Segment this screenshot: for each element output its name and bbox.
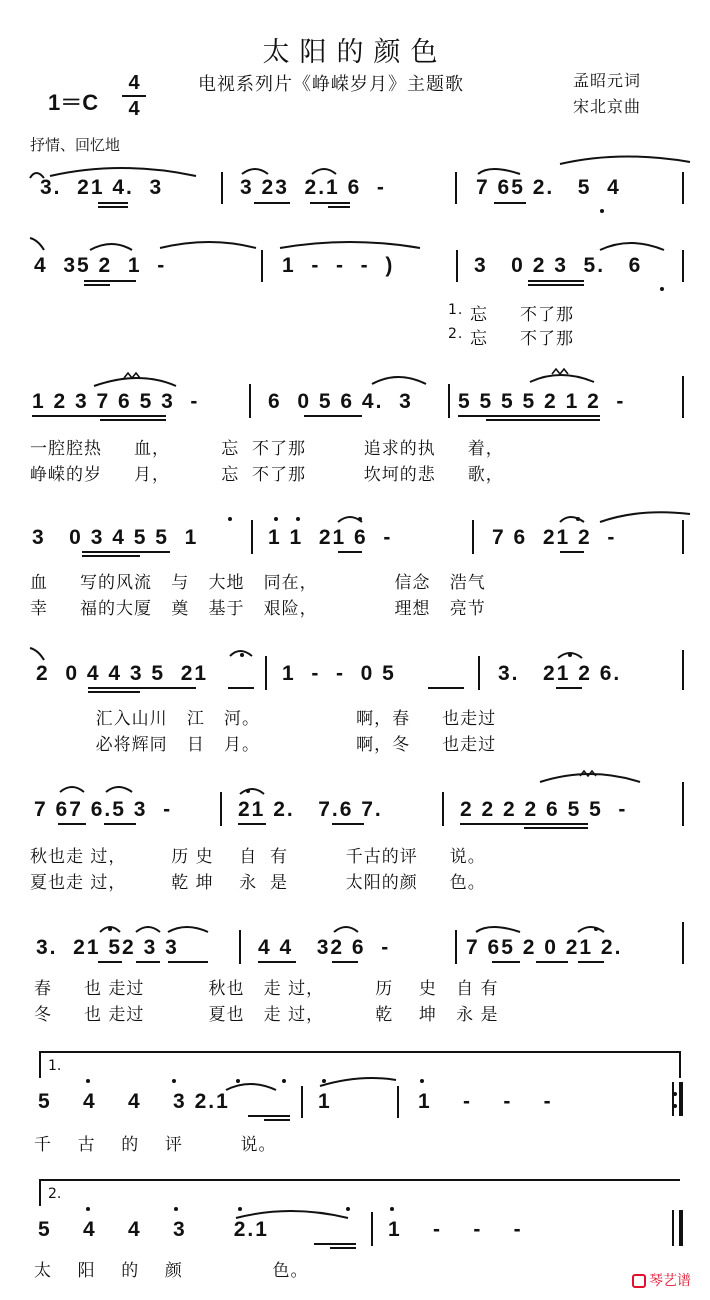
measure: 6 0 5 6 4. 3: [268, 390, 413, 413]
slur: [136, 927, 160, 932]
octave-dot: [660, 287, 664, 291]
repeat-dot: [673, 1092, 677, 1096]
measure: 7 6 21 2 -: [492, 526, 617, 549]
verse-number: 2.: [448, 326, 464, 342]
measure: 1: [318, 1090, 332, 1113]
measure: 1 1 21 6 -: [268, 526, 393, 549]
watermark-text: 琴艺谱: [649, 1273, 691, 1289]
octave-dot: [86, 1207, 90, 1211]
song-subtitle: 电视系列片《峥嵘岁月》主题歌: [198, 74, 464, 95]
measure: 4 35 2 1 -: [34, 254, 167, 277]
octave-dot: [594, 927, 598, 931]
song-title: 太阳的颜色: [262, 37, 448, 68]
slur: [226, 1084, 276, 1090]
slur: [236, 1211, 348, 1218]
lyric-line: 太 阳 的 颜 色。: [34, 1261, 309, 1281]
octave-dot: [238, 1207, 242, 1211]
octave-dot: [296, 517, 300, 521]
octave-dot: [420, 1079, 424, 1083]
lyric-line: 汇入山川 江 河。 啊，春 也走过: [70, 709, 497, 729]
slur: [560, 156, 690, 164]
measure: 3 23 2.1 6 -: [240, 176, 386, 199]
lyric-line: 忘 不了那: [470, 329, 575, 349]
slur: [476, 927, 520, 932]
measure: 3 0 2 3 5. 6: [474, 254, 643, 277]
octave-dot: [390, 1207, 394, 1211]
measure: 4 4 32 6 -: [258, 936, 391, 959]
lyric-line: 秋也走 过， 历 史 自 有 千古的评 说。: [30, 847, 486, 867]
octave-dot: [108, 927, 112, 931]
slur: [30, 238, 44, 250]
slur: [578, 927, 604, 932]
octave-dot: [358, 517, 362, 521]
measure: 3. 21 52 3 3: [36, 936, 179, 959]
slur: [320, 1078, 396, 1086]
octave-dot: [346, 1207, 350, 1211]
ornament-mark: [552, 369, 568, 374]
octave-dot: [236, 1079, 240, 1083]
measure: 3. 21 4. 3: [40, 176, 164, 199]
octave-dot: [86, 1079, 90, 1083]
slur: [106, 787, 132, 792]
slur: [30, 173, 44, 178]
measure: 1 - - - ): [282, 254, 395, 277]
slur: [600, 243, 664, 250]
slur: [280, 242, 420, 248]
octave-dot: [274, 517, 278, 521]
slur: [94, 378, 176, 386]
octave-dot: [600, 209, 604, 213]
octave-dot: [228, 517, 232, 521]
measure: 1 - - 0 5: [282, 662, 396, 685]
lyric-line: 春 也 走过 秋也 走 过， 历 史 自 有: [34, 979, 499, 999]
slur: [478, 169, 520, 174]
measure: 2 0 4 4 3 5 21: [36, 662, 209, 685]
lyric-line: 必将辉同 日 月。 啊，冬 也走过: [70, 735, 497, 755]
measure: 1 - - -: [418, 1090, 553, 1113]
volta-bracket: [40, 1052, 680, 1078]
measure: 5 5 5 5 2 1 2 -: [458, 390, 626, 413]
measure: 1 2 3 7 6 5 3 -: [32, 390, 200, 413]
octave-dot: [174, 1207, 178, 1211]
octave-dot: [172, 1079, 176, 1083]
measure: 3. 21 2 6.: [498, 662, 622, 685]
expression-mark: 抒情、回忆地: [30, 136, 121, 154]
measure: 1 - - -: [388, 1218, 523, 1241]
slur: [160, 242, 256, 248]
slur: [334, 927, 358, 932]
slur: [90, 244, 132, 250]
measure: 7 65 2 0 21 2.: [466, 936, 623, 959]
measure: 7 67 6.5 3 -: [34, 798, 173, 821]
lyric-line: 冬 也 走过 夏也 走 过， 乾 坤 永 是: [34, 1005, 499, 1025]
repeat-dot: [673, 1104, 677, 1108]
measure: 5 4 4 3 2.1: [38, 1090, 230, 1113]
slur: [312, 169, 336, 174]
slur: [168, 927, 208, 932]
slur: [540, 774, 640, 782]
lyric-line: 夏也走 过， 乾 坤 永 是 太阳的颜 色。: [30, 873, 486, 893]
octave-dot: [246, 789, 250, 793]
lyric-line: 血 写的风流 与 大地 同在， 信念 浩气: [30, 573, 486, 593]
octave-dot: [240, 653, 244, 657]
slur: [530, 375, 594, 382]
lyric-line: 幸 福的大厦 奠 基于 艰险， 理想 亮节: [30, 599, 486, 619]
lyric-line: 忘 不了那: [470, 305, 575, 325]
measure: 3 0 3 4 5 5 1: [32, 526, 199, 549]
measure: 5 4 4 3 2.1: [38, 1218, 269, 1241]
octave-dot: [568, 653, 572, 657]
lyricist-credit: 孟昭元词: [573, 71, 642, 90]
volta-label: 1.: [48, 1058, 62, 1074]
slur: [60, 787, 84, 792]
slur: [240, 789, 264, 794]
volta-label: 2.: [48, 1186, 62, 1202]
volta-bracket: [40, 1180, 680, 1206]
slur: [30, 648, 44, 660]
slur: [600, 512, 690, 522]
key-signature: 1＝C: [48, 90, 99, 115]
composer-credit: 宋北京曲: [573, 97, 642, 116]
octave-dot: [576, 517, 580, 521]
lyric-line: 峥嵘的岁 月， 忘 不了那 坎坷的悲 歌，: [30, 465, 504, 485]
slur: [560, 517, 584, 522]
measure: 2 2 2 2 6 5 5 -: [460, 798, 628, 821]
meter-bottom: 4: [128, 98, 140, 120]
lyric-line: 一腔腔热 血， 忘 不了那 追求的执 着，: [30, 439, 504, 459]
slur: [50, 168, 196, 176]
verse-number: 1.: [448, 302, 464, 318]
lyric-line: 千 古 的 评 说。: [34, 1135, 277, 1155]
octave-dot: [282, 1079, 286, 1083]
measure: 21 2. 7.6 7.: [238, 798, 383, 821]
slur: [372, 377, 426, 384]
measure: 7 65 2. 5 4: [476, 176, 621, 199]
slur: [242, 169, 268, 174]
meter-top: 4: [128, 72, 140, 94]
octave-dot: [322, 1079, 326, 1083]
